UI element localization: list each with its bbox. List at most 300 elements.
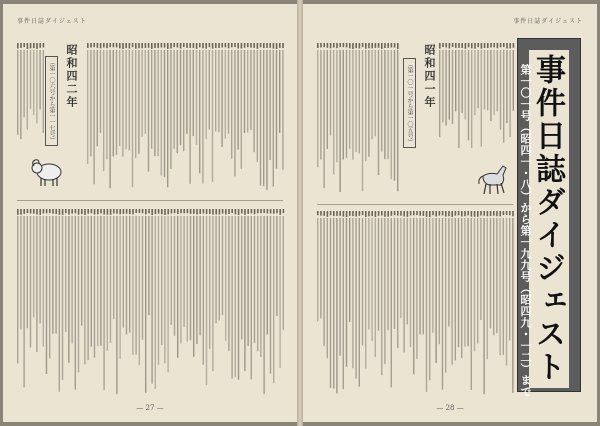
entry-date-mark	[394, 43, 396, 48]
entry-date-mark	[471, 211, 473, 217]
entry-date-mark	[68, 209, 70, 214]
entry-date-mark	[336, 43, 338, 48]
entry-date-mark	[468, 43, 470, 47]
entry-date-mark	[190, 209, 192, 214]
text-line	[403, 218, 404, 352]
text-line	[247, 216, 248, 346]
text-line	[231, 50, 232, 159]
text-line	[467, 218, 468, 346]
text-line	[496, 218, 497, 333]
entry-date-mark	[250, 43, 252, 48]
text-line	[20, 50, 21, 139]
text-line	[365, 50, 366, 161]
text-line	[103, 50, 104, 171]
text-line	[368, 218, 369, 329]
entry-date-mark	[477, 211, 479, 217]
text-line	[368, 50, 369, 157]
entry-date-mark	[387, 43, 389, 48]
text-line	[231, 216, 232, 379]
entry-date-mark	[78, 209, 80, 215]
text-line	[17, 50, 18, 135]
text-line	[327, 218, 328, 358]
text-line	[125, 50, 126, 149]
text-line	[93, 50, 94, 184]
text-line	[164, 216, 165, 363]
text-line	[336, 218, 337, 393]
text-line	[487, 218, 488, 359]
text-line	[375, 218, 376, 357]
entry-date-mark	[129, 209, 131, 214]
text-line	[71, 216, 72, 344]
text-line	[196, 216, 197, 344]
text-line	[123, 216, 124, 328]
text-line	[23, 50, 24, 117]
entry-date-mark	[397, 43, 399, 49]
entry-date-mark	[221, 43, 223, 47]
entry-date-mark	[17, 209, 19, 215]
entry-date-mark	[39, 43, 41, 48]
text-line	[173, 50, 174, 149]
text-line	[343, 218, 344, 389]
text-line	[109, 50, 110, 188]
text-line	[126, 216, 127, 335]
text-line	[33, 50, 34, 115]
text-line	[480, 218, 481, 320]
entry-date-mark	[512, 211, 514, 216]
entry-date-mark	[234, 43, 236, 47]
entry-date-mark	[209, 209, 211, 214]
entry-date-mark	[199, 209, 201, 214]
entry-date-mark	[122, 43, 124, 49]
text-line	[171, 216, 172, 325]
entry-date-mark	[333, 43, 335, 47]
entry-date-mark	[151, 209, 153, 215]
text-line	[253, 50, 254, 152]
entry-date-mark	[212, 43, 214, 49]
text-line	[267, 216, 268, 334]
entry-date-mark	[206, 209, 208, 214]
entry-date-mark	[270, 209, 272, 213]
text-line	[199, 50, 200, 173]
entry-date-mark	[244, 209, 246, 215]
entry-date-mark	[87, 43, 89, 48]
text-line	[193, 216, 194, 357]
text-line	[419, 218, 420, 334]
text-line	[381, 218, 382, 375]
text-line	[320, 218, 321, 318]
text-line	[180, 50, 181, 145]
entry-date-mark	[276, 209, 278, 213]
text-line	[352, 218, 353, 368]
entry-date-mark	[113, 209, 115, 213]
text-line	[387, 50, 388, 159]
text-line	[151, 50, 152, 149]
text-line	[244, 50, 245, 133]
entry-date-mark	[254, 209, 256, 214]
entry-date-mark	[451, 211, 453, 217]
entry-date-mark	[496, 211, 498, 216]
entry-date-mark	[109, 43, 111, 47]
entry-date-mark	[333, 211, 335, 216]
entry-date-mark	[93, 43, 95, 47]
text-line	[158, 216, 159, 365]
entry-date-mark	[157, 43, 159, 48]
entry-date-mark	[113, 43, 115, 47]
text-line	[509, 50, 510, 137]
entry-date-mark	[183, 209, 185, 213]
ram-icon	[29, 154, 67, 188]
entry-date-mark	[349, 43, 351, 48]
entry-date-mark	[228, 209, 230, 214]
entry-date-mark	[116, 43, 118, 47]
entry-date-mark	[381, 211, 383, 215]
entry-date-mark	[490, 43, 492, 47]
entry-date-mark	[30, 209, 32, 214]
entry-date-mark	[260, 43, 262, 47]
text-line	[378, 50, 379, 175]
text-line	[416, 218, 417, 359]
text-line	[279, 216, 280, 368]
entry-date-mark	[365, 43, 367, 49]
entry-date-mark	[267, 209, 269, 213]
entry-date-mark	[330, 43, 332, 48]
entry-date-mark	[119, 209, 121, 214]
text-line	[362, 218, 363, 345]
text-line	[333, 218, 334, 389]
text-line	[384, 218, 385, 364]
entry-date-mark	[27, 209, 29, 213]
text-line	[196, 50, 197, 145]
text-line	[225, 216, 226, 341]
text-line	[91, 216, 92, 347]
text-line	[205, 50, 206, 139]
entry-date-mark	[164, 43, 166, 48]
text-line	[432, 218, 433, 333]
text-line	[209, 50, 210, 129]
text-line	[186, 50, 187, 134]
entry-date-mark	[317, 43, 319, 48]
text-line	[49, 216, 50, 358]
entry-date-mark	[81, 209, 83, 214]
year-title: 昭和四一年	[423, 44, 436, 109]
text-line	[244, 216, 245, 371]
entry-date-mark	[260, 209, 262, 213]
entry-date-mark	[196, 43, 198, 49]
text-line	[458, 50, 459, 148]
entry-date-mark	[161, 43, 163, 47]
text-line	[257, 50, 258, 162]
entry-date-mark	[467, 211, 469, 215]
text-line	[78, 216, 79, 372]
entry-date-mark	[94, 209, 96, 214]
entry-date-mark	[343, 43, 345, 47]
entry-date-mark	[365, 211, 367, 217]
entry-date-mark	[49, 209, 51, 213]
entry-date-mark	[219, 209, 221, 215]
entry-date-mark	[91, 209, 93, 213]
text-line	[110, 216, 111, 343]
text-line	[139, 216, 140, 365]
entry-date-mark	[423, 211, 425, 216]
entry-date-mark	[237, 43, 239, 48]
text-line	[487, 50, 488, 110]
right-page	[303, 4, 597, 422]
entry-date-mark	[506, 211, 508, 215]
entry-date-mark	[52, 209, 54, 214]
entry-date-mark	[135, 43, 137, 49]
page-number: — 27 —	[136, 404, 164, 412]
text-line	[30, 50, 31, 109]
text-line	[132, 50, 133, 187]
text-line	[218, 50, 219, 132]
entry-date-mark	[320, 43, 322, 47]
entry-date-mark	[33, 43, 35, 48]
entry-date-mark	[400, 211, 402, 216]
text-line	[387, 218, 388, 330]
text-line	[247, 50, 248, 132]
text-line	[464, 218, 465, 347]
text-line	[177, 50, 178, 153]
entry-date-mark	[461, 211, 463, 216]
entry-date-mark	[474, 43, 476, 49]
entry-date-mark	[484, 43, 486, 48]
entry-date-mark	[279, 209, 281, 215]
entry-date-mark	[263, 209, 265, 213]
issue-range: （第一〇一号から第一〇五号）	[403, 58, 416, 148]
entry-date-mark	[381, 43, 383, 49]
text-line	[365, 218, 366, 369]
entry-date-mark	[125, 43, 127, 48]
entry-date-mark	[474, 211, 476, 217]
entry-date-mark	[183, 43, 185, 47]
text-line	[250, 50, 251, 130]
entry-date-mark	[23, 209, 25, 214]
entry-date-mark	[148, 43, 150, 48]
entry-date-mark	[359, 211, 361, 216]
text-line	[180, 216, 181, 344]
text-line	[503, 218, 504, 355]
entry-date-mark	[158, 209, 160, 214]
text-line	[362, 50, 363, 191]
text-line	[458, 218, 459, 347]
entry-date-mark	[509, 211, 511, 215]
text-line	[493, 50, 494, 115]
entry-date-mark	[346, 211, 348, 217]
text-line	[145, 50, 146, 134]
entry-date-mark	[465, 43, 467, 49]
entry-date-mark	[39, 209, 41, 215]
text-line	[228, 216, 229, 351]
entry-date-mark	[84, 209, 86, 215]
text-line	[355, 50, 356, 152]
text-line	[20, 216, 21, 329]
entry-date-mark	[202, 43, 204, 48]
text-line	[27, 50, 28, 130]
entry-date-mark	[231, 209, 233, 213]
entry-date-mark	[161, 209, 163, 214]
text-line	[97, 50, 98, 146]
text-line	[349, 50, 350, 149]
entry-date-mark	[352, 43, 354, 49]
text-line	[349, 218, 350, 322]
text-line	[129, 216, 130, 332]
entry-date-mark	[439, 43, 441, 48]
entry-date-mark	[368, 43, 370, 48]
entry-date-mark	[43, 43, 45, 47]
text-line	[448, 218, 449, 326]
entry-date-mark	[43, 209, 45, 213]
text-line	[477, 218, 478, 343]
entry-date-mark	[327, 43, 329, 48]
entry-date-mark	[103, 43, 105, 47]
entry-date-mark	[187, 209, 189, 213]
text-line	[397, 218, 398, 348]
text-line	[148, 216, 149, 315]
text-line	[55, 216, 56, 334]
text-line	[215, 216, 216, 323]
text-line	[461, 218, 462, 358]
entry-date-mark	[138, 43, 140, 48]
text-line	[263, 216, 264, 394]
entry-date-mark	[100, 43, 102, 48]
entry-date-mark	[391, 211, 393, 216]
text-line	[199, 216, 200, 335]
entry-date-mark	[426, 211, 428, 217]
entry-date-mark	[432, 211, 434, 215]
text-line	[339, 218, 340, 356]
text-line	[512, 218, 513, 393]
text-line	[391, 218, 392, 388]
entry-date-mark	[442, 43, 444, 47]
entry-date-mark	[251, 209, 253, 213]
entry-date-mark	[336, 211, 338, 216]
text-line	[477, 50, 478, 108]
text-line	[323, 218, 324, 346]
entry-date-mark	[416, 211, 418, 215]
entry-date-mark	[167, 43, 169, 49]
entry-date-mark	[177, 209, 179, 214]
entry-date-mark	[225, 209, 227, 214]
entry-date-mark	[442, 211, 444, 215]
text-line	[474, 50, 475, 115]
text-line	[317, 218, 318, 321]
text-line	[189, 50, 190, 184]
text-line	[509, 218, 510, 340]
text-line	[30, 216, 31, 348]
entry-date-mark	[497, 43, 499, 48]
text-line	[138, 50, 139, 154]
text-line	[116, 50, 117, 155]
entry-date-mark	[458, 211, 460, 215]
text-line	[183, 216, 184, 327]
entry-date-mark	[384, 211, 386, 217]
text-line	[497, 50, 498, 111]
text-line	[154, 50, 155, 156]
text-line	[483, 218, 484, 394]
text-line	[260, 216, 261, 357]
text-line	[17, 216, 18, 364]
text-line	[177, 216, 178, 358]
running-head: 事件日誌ダイジェスト	[17, 18, 87, 25]
entry-date-mark	[55, 209, 57, 214]
text-line	[394, 218, 395, 329]
text-line	[135, 50, 136, 158]
text-line	[276, 216, 277, 316]
entry-date-mark	[247, 43, 249, 47]
entry-date-mark	[141, 43, 143, 48]
text-line	[222, 216, 223, 315]
entry-date-mark	[148, 209, 150, 213]
entry-date-mark	[180, 43, 182, 48]
entry-date-mark	[171, 209, 173, 213]
text-line	[346, 218, 347, 367]
text-line	[442, 50, 443, 122]
entry-date-mark	[499, 211, 501, 216]
entry-date-mark	[167, 209, 169, 214]
text-line	[490, 50, 491, 121]
text-line	[397, 50, 398, 191]
entry-date-mark	[222, 209, 224, 214]
text-line	[381, 50, 382, 152]
entry-date-mark	[323, 211, 325, 216]
entry-date-mark	[186, 43, 188, 48]
text-line	[27, 216, 28, 328]
entry-date-mark	[493, 43, 495, 47]
entry-date-mark	[135, 209, 137, 213]
entry-date-mark	[397, 211, 399, 216]
entry-date-mark	[483, 211, 485, 216]
entry-date-mark	[349, 211, 351, 216]
text-line	[273, 216, 274, 383]
text-line	[452, 50, 453, 124]
text-line	[336, 50, 337, 162]
entry-date-mark	[132, 43, 134, 47]
entry-date-mark	[266, 43, 268, 48]
entry-date-mark	[241, 209, 243, 213]
text-line	[269, 50, 270, 160]
entry-date-mark	[36, 43, 38, 49]
entry-date-mark	[407, 211, 409, 217]
text-line	[43, 50, 44, 133]
entry-date-mark	[75, 209, 77, 213]
text-line	[270, 216, 271, 374]
entry-date-mark	[452, 43, 454, 47]
text-line	[490, 218, 491, 328]
entry-date-mark	[196, 209, 198, 214]
text-line	[135, 216, 136, 354]
text-line	[119, 216, 120, 359]
text-line	[343, 50, 344, 159]
text-line	[500, 50, 501, 130]
entry-date-mark	[419, 211, 421, 216]
entry-date-mark	[212, 209, 214, 215]
text-line	[87, 216, 88, 360]
entry-date-mark	[59, 209, 61, 215]
text-line	[407, 218, 408, 324]
text-line	[503, 50, 504, 143]
text-line	[87, 50, 88, 164]
banner-subtitle: 第一〇一号（昭四一・八）から第一九九号（昭四九・一二）まで	[519, 64, 532, 398]
entry-date-mark	[263, 43, 265, 48]
text-line	[122, 50, 123, 157]
entry-date-mark	[359, 43, 361, 49]
text-line	[481, 50, 482, 147]
text-line	[190, 216, 191, 340]
text-line	[333, 50, 334, 174]
text-line	[238, 216, 239, 380]
text-line	[100, 50, 101, 133]
entry-date-mark	[481, 43, 483, 49]
